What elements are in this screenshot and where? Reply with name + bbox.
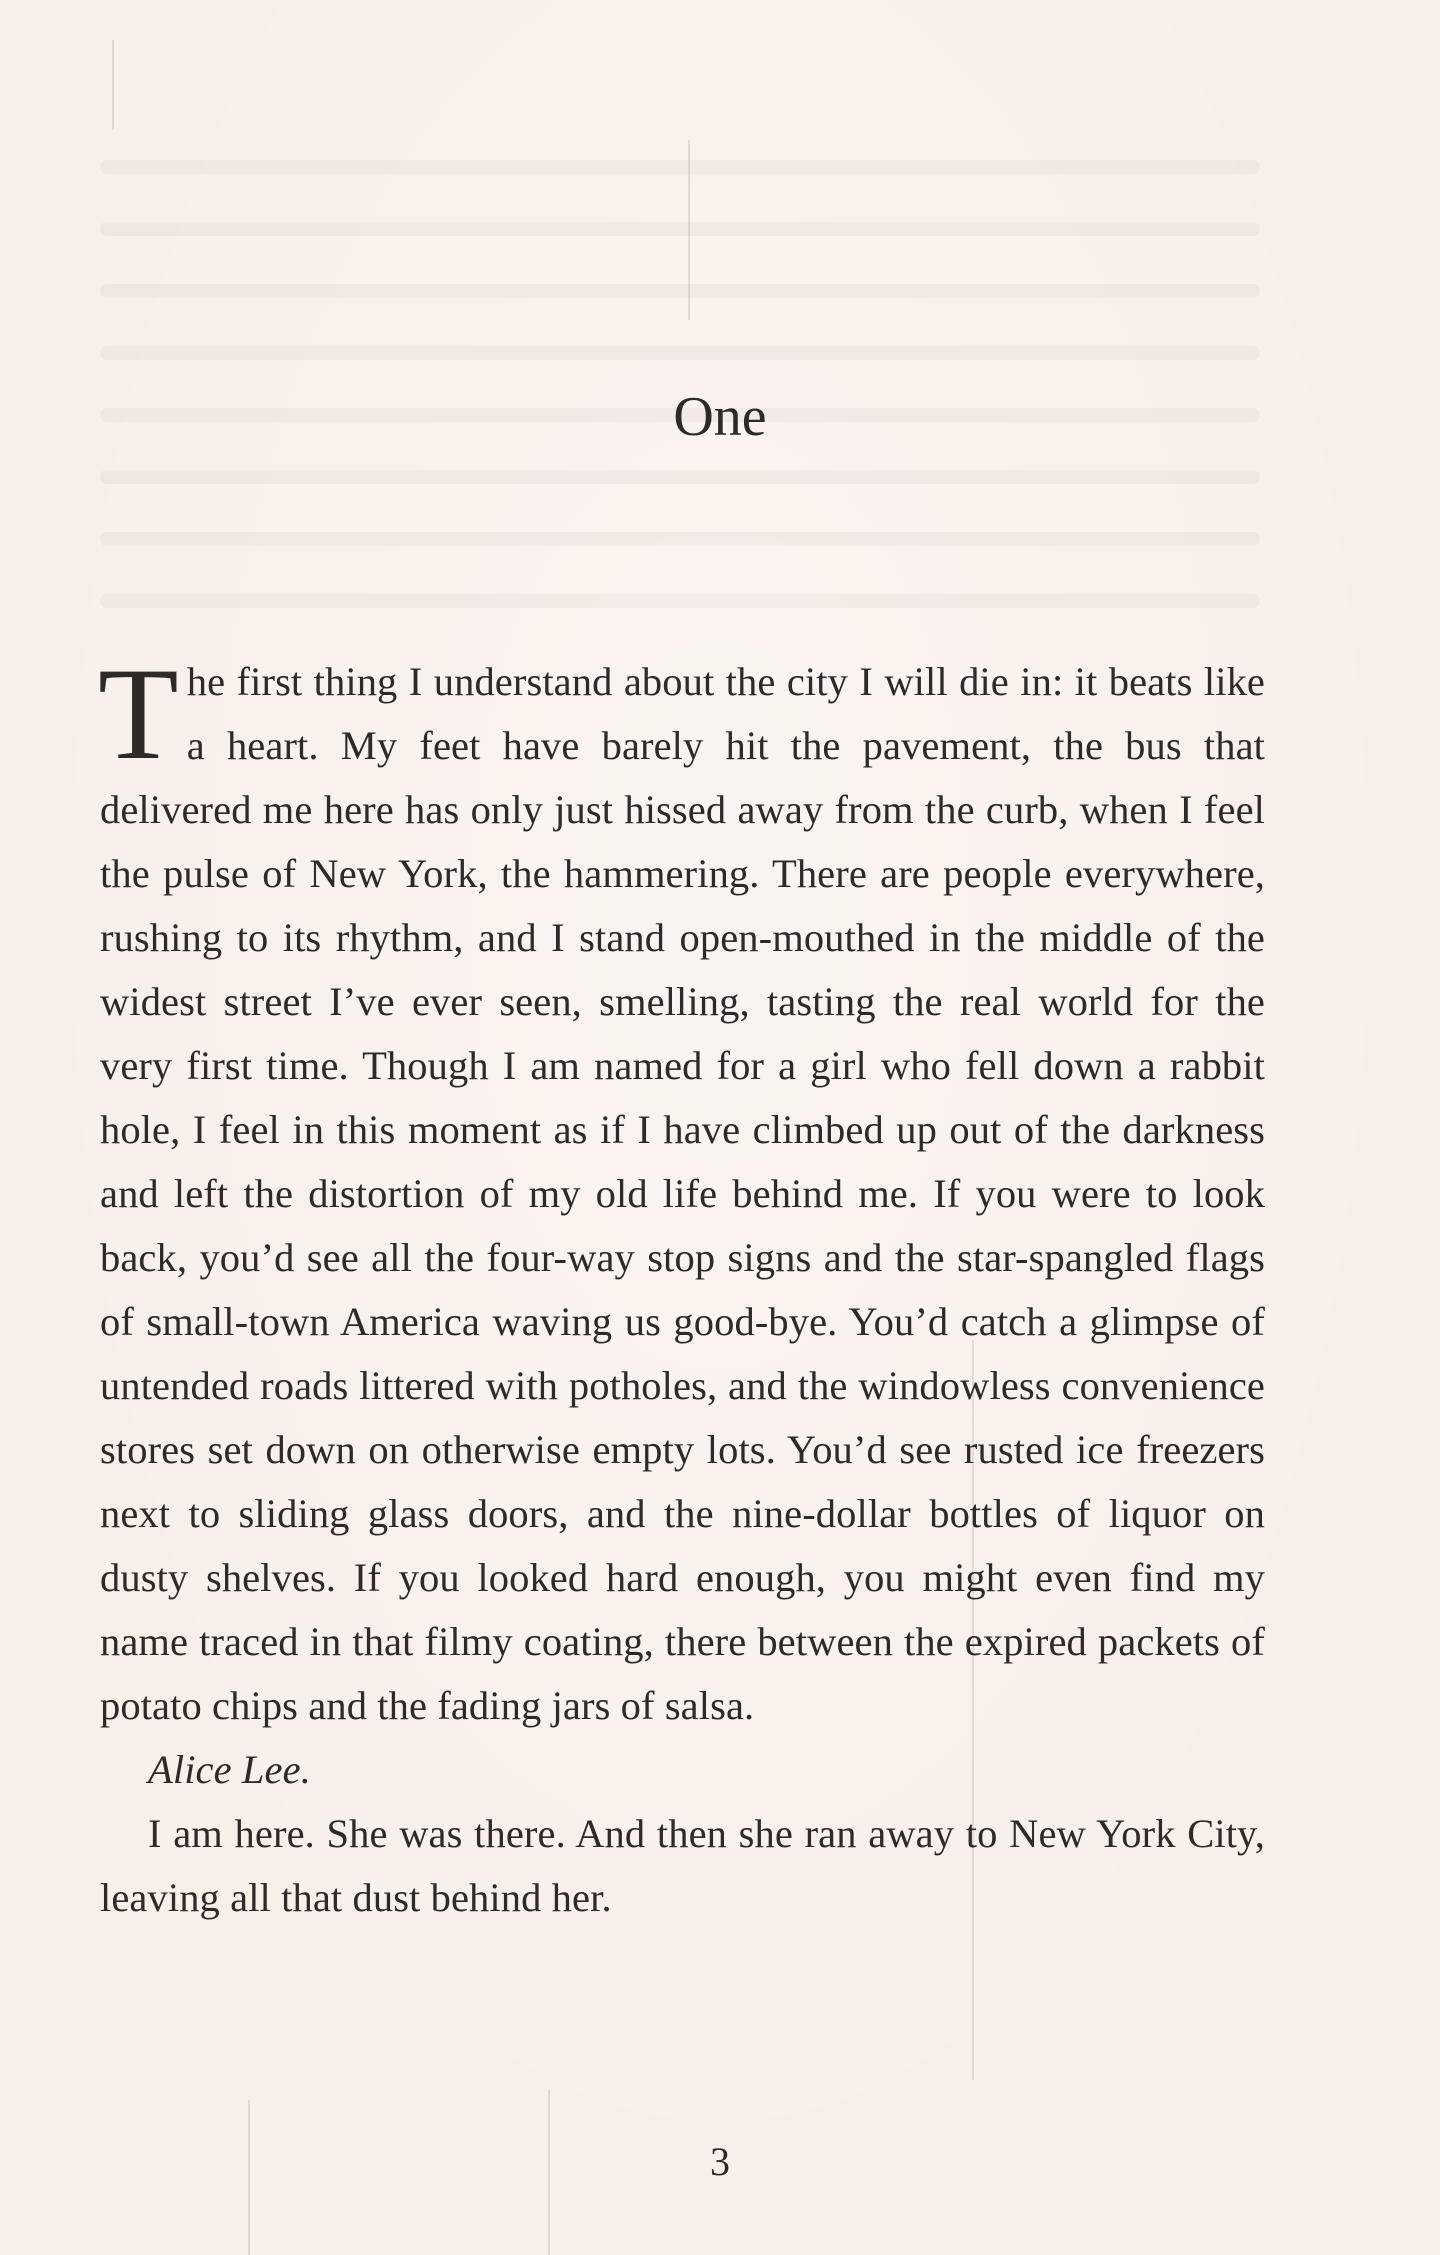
drop-cap: T bbox=[98, 640, 179, 787]
bleed-through-line bbox=[100, 346, 1260, 360]
chapter-body bbox=[98, 640, 1265, 1930]
bleed-through-line bbox=[100, 594, 1260, 608]
paper-crease bbox=[112, 40, 114, 130]
bleed-through-line bbox=[100, 160, 1260, 174]
bleed-through-line bbox=[100, 284, 1260, 298]
paragraph-2: Alice Lee. bbox=[148, 1747, 311, 1792]
page-number: 3 bbox=[710, 2139, 730, 2184]
paragraph-1-text: he first thing I understand about the city I will die in: it beats like a heart. My feet have barely hit the pavement, the bus that delivered me here has only just hissed away from the curb, when I feel the pulse of New York, the hammering. There are people everywhere, rushing to its rhythm, and I stand open-mouthed in the middle of the widest street I’ve ever seen, smelling, tasting the real world for the very first time. Though I am named for a girl who fell down a rabbit hole, I feel in this moment as if I have climbed up out of the darkness and left the distortion of my old life behind me. If you were to look back, you’d see all the four-way stop signs and the star-spangled flags of small-town America waving us good-bye. You’d catch a glimpse of untended roads littered with potholes, and the windowless convenience stores set down on otherwise empty lots. You’d see rusted ice freezers next to sliding glass doors, and the nine-dollar bottles of liquor on dusty shelves. If you looked hard enough, you might even find my name traced in that filmy coating, there between the expired packets of potato chips and the fading jars of salsa. bbox=[100, 659, 1265, 1728]
paper-crease bbox=[688, 140, 690, 320]
paragraph-1 bbox=[98, 640, 1265, 1738]
paragraph-3: I am here. She was there. And then she ran away to New York City, leaving all that dust behind her. bbox=[100, 1811, 1265, 1920]
bleed-through-line bbox=[100, 470, 1260, 484]
bleed-through-line bbox=[100, 532, 1260, 546]
bleed-through-line bbox=[100, 222, 1260, 236]
chapter-title: One bbox=[673, 386, 767, 448]
